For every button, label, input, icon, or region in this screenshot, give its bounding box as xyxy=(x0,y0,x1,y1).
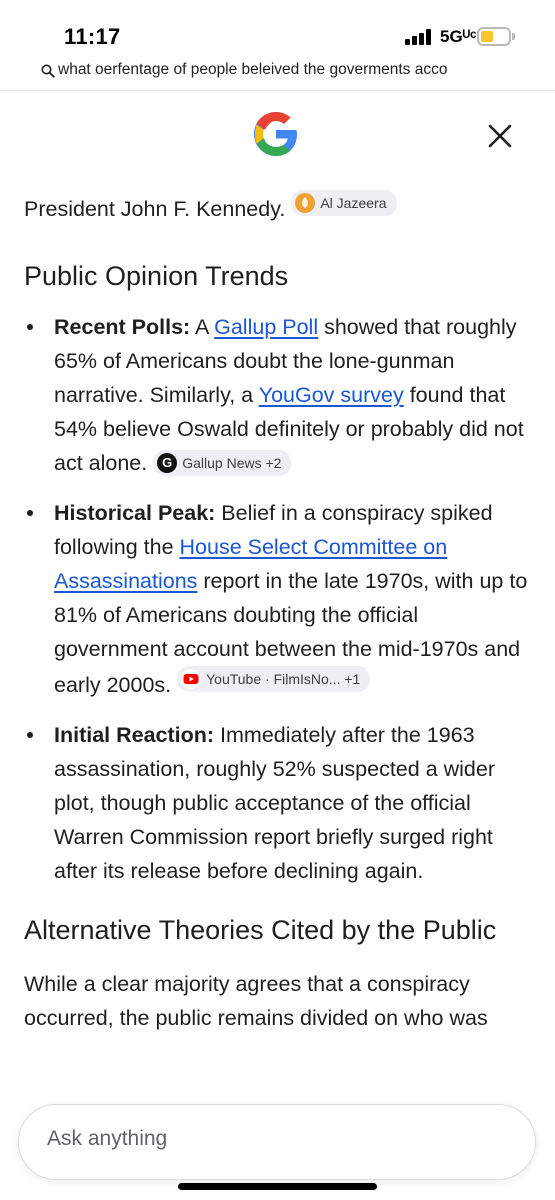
section-heading: Alternative Theories Cited by the Public xyxy=(24,915,497,945)
ask-input[interactable] xyxy=(47,1127,487,1151)
item-text: report in the late 1970s, with up to 81% of Americans doubting the official government account between the mid-1970s and early 2000s. xyxy=(54,569,528,697)
list-item xyxy=(24,496,534,702)
yougov-survey-link[interactable]: YouGov survey xyxy=(258,383,404,407)
item-lead: Recent Polls: xyxy=(54,315,191,339)
youtube-logo-icon xyxy=(181,669,201,689)
section-paragraph: While a clear majority agrees that a conspiracy occurred, the public remains divided on who was xyxy=(24,972,488,1030)
gallup-poll-link[interactable]: Gallup Poll xyxy=(214,315,319,339)
status-bar xyxy=(0,0,555,56)
item-lead: Initial Reaction: xyxy=(54,723,215,747)
intro-text: President John F. Kennedy. xyxy=(24,197,286,221)
battery-level xyxy=(481,31,493,42)
query-text[interactable]: what oerfentage of people beleived the goverments acco xyxy=(58,61,448,78)
close-icon[interactable] xyxy=(482,118,518,154)
source-chip-label: YouTube · FilmIsNo... +1 xyxy=(206,671,361,687)
google-logo-icon xyxy=(252,110,300,158)
item-text: Immediately after the 1963 assassination, roughly 52% suspected a wider plot, though public acceptance of the official Warren Commission report briefly surged right after its release before declining again. xyxy=(54,723,496,883)
item-text: found that 54% believe Oswald definitely or probably did not act alone. xyxy=(54,383,524,475)
section-heading: Public Opinion Trends xyxy=(24,261,289,291)
intro-paragraph xyxy=(24,190,534,226)
source-chip-aljazeera[interactable] xyxy=(291,190,396,216)
list-item xyxy=(24,310,534,480)
network-type: 5Gᵁᶜ xyxy=(440,27,477,46)
source-chip-youtube[interactable] xyxy=(177,666,370,692)
source-chip-label: Gallup News +2 xyxy=(182,455,282,471)
gallup-logo-icon: G xyxy=(157,453,177,473)
answer-content xyxy=(24,190,534,1035)
query-bar[interactable] xyxy=(0,58,555,86)
status-time: 11:17 xyxy=(64,24,121,49)
search-icon xyxy=(41,64,55,78)
bullet-list xyxy=(24,310,534,888)
hsca-link[interactable]: House Select Committee on Assassinations xyxy=(54,535,448,593)
battery-cap xyxy=(512,33,515,40)
item-text: Belief in a conspiracy spiked following the xyxy=(54,501,493,559)
divider xyxy=(0,90,555,91)
item-text: A xyxy=(190,315,215,339)
item-lead: Historical Peak: xyxy=(54,501,216,525)
ask-box[interactable] xyxy=(18,1104,536,1180)
item-text: showed that roughly 65% of Americans doubt the lone-gunman narrative. Similarly, a xyxy=(54,315,517,407)
home-indicator[interactable] xyxy=(178,1183,377,1190)
source-chip-label: Al Jazeera xyxy=(320,195,387,211)
aljazeera-logo-icon xyxy=(295,193,315,213)
source-chip-gallup[interactable] xyxy=(153,450,291,476)
battery-icon xyxy=(477,27,511,46)
list-item xyxy=(24,718,534,888)
signal-icon xyxy=(405,29,435,45)
